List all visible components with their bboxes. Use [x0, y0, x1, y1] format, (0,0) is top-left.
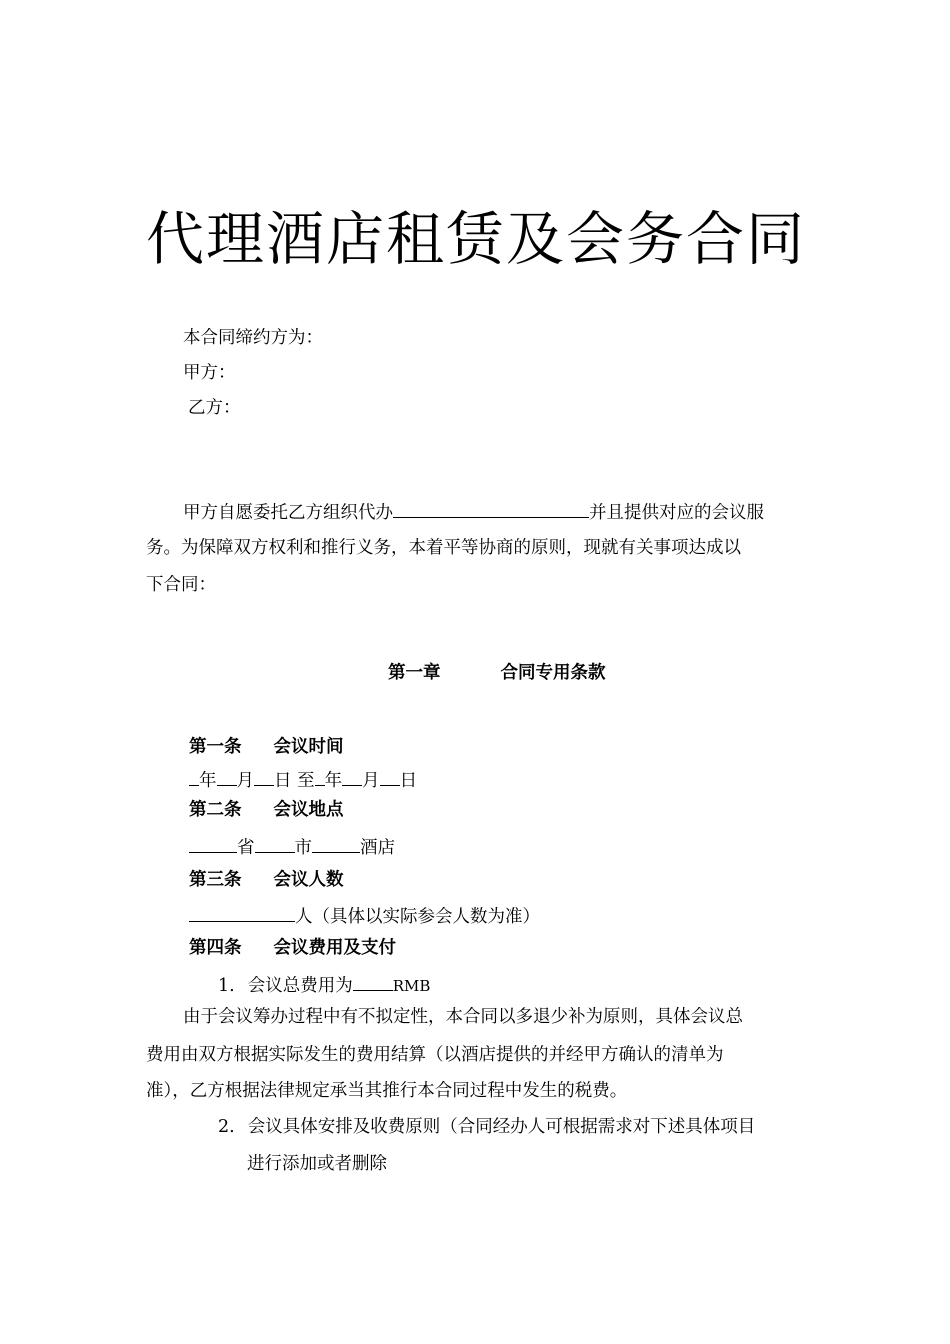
article-3-heading	[189, 869, 344, 891]
fee-para-line-2: 费用由双方根据实际发生的费用结算（以酒店提供的并经甲方确认的清单为	[146, 1045, 724, 1065]
blank-year-end	[315, 767, 325, 786]
blank-hotel	[312, 834, 360, 853]
item-1-text: 会议总费用为	[247, 976, 353, 996]
currency-unit: RMB	[392, 977, 431, 995]
article-4-name: 会议费用及支付	[273, 938, 396, 958]
blank-day-end	[380, 767, 400, 786]
day-label-end: 日	[399, 771, 418, 791]
day-to-label: 日 至	[274, 771, 315, 791]
blank-month-end	[342, 767, 362, 786]
article-2-heading	[189, 799, 344, 821]
blank-event-name	[393, 499, 589, 518]
item-2-number: 2.	[218, 1117, 235, 1137]
fee-item-1	[218, 972, 430, 997]
blank-province	[189, 834, 237, 853]
month-label-end: 月	[362, 771, 380, 791]
item-2-text: 会议具体安排及收费原则（合同经办人可根据需求对下述具体项目	[247, 1117, 756, 1137]
article-3-name: 会议人数	[273, 870, 344, 890]
meeting-date-line	[189, 767, 417, 792]
meeting-location-line	[189, 834, 395, 859]
blank-month-start	[217, 767, 237, 786]
month-label: 月	[236, 771, 254, 791]
article-2-name: 会议地点	[273, 800, 344, 820]
preamble-line-3: 下合同：	[146, 575, 216, 595]
article-1-number: 第一条	[189, 737, 242, 757]
article-1-heading	[189, 736, 344, 758]
article-4-number: 第四条	[189, 938, 242, 958]
parties-intro: 本合同缔约方为：	[183, 328, 323, 348]
chapter-number: 第一章	[388, 663, 441, 683]
article-2-number: 第二条	[189, 800, 242, 820]
contract-title: 代理酒店租赁及会务合同	[146, 205, 807, 273]
attendee-count-text: 人（具体以实际参会人数为准）	[295, 907, 540, 927]
article-1-name: 会议时间	[273, 737, 344, 757]
year-label: 年	[199, 771, 217, 791]
preamble-line-2: 务。为保障双方权利和推行义务，本着平等协商的原则，现就有关事项达成以	[146, 538, 741, 558]
chapter-heading	[388, 662, 606, 684]
blank-attendee-count	[189, 903, 295, 922]
attendee-count-line	[189, 903, 540, 928]
party-b-label: 乙方：	[188, 398, 241, 418]
chapter-name: 合同专用条款	[500, 663, 606, 683]
fee-item-2-line-1	[218, 1116, 755, 1138]
hotel-label: 酒店	[360, 838, 395, 858]
blank-total-fee	[353, 972, 393, 991]
preamble-text-a: 甲方自愿委托乙方组织代办	[183, 503, 393, 523]
fee-para-line-3: 准），乙方根据法律规定承当其推行本合同过程中发生的税费。	[146, 1081, 628, 1101]
blank-day-start	[254, 767, 274, 786]
party-a-label: 甲方：	[183, 363, 236, 383]
city-label: 市	[294, 838, 312, 858]
article-3-number: 第三条	[189, 870, 242, 890]
item-1-number: 1.	[218, 976, 235, 996]
province-label: 省	[237, 838, 255, 858]
year-label-end: 年	[324, 771, 343, 791]
blank-year-start	[189, 767, 199, 786]
preamble-text-b: 并且提供对应的会议服	[589, 503, 764, 523]
fee-para-line-1: 由于会议筹办过程中有不拟定性，本合同以多退少补为原则，具体会议总	[183, 1007, 743, 1027]
blank-city	[255, 834, 295, 853]
article-4-heading	[189, 937, 396, 959]
preamble-line-1	[183, 499, 764, 524]
fee-item-2-line-2: 进行添加或者删除	[247, 1154, 387, 1174]
